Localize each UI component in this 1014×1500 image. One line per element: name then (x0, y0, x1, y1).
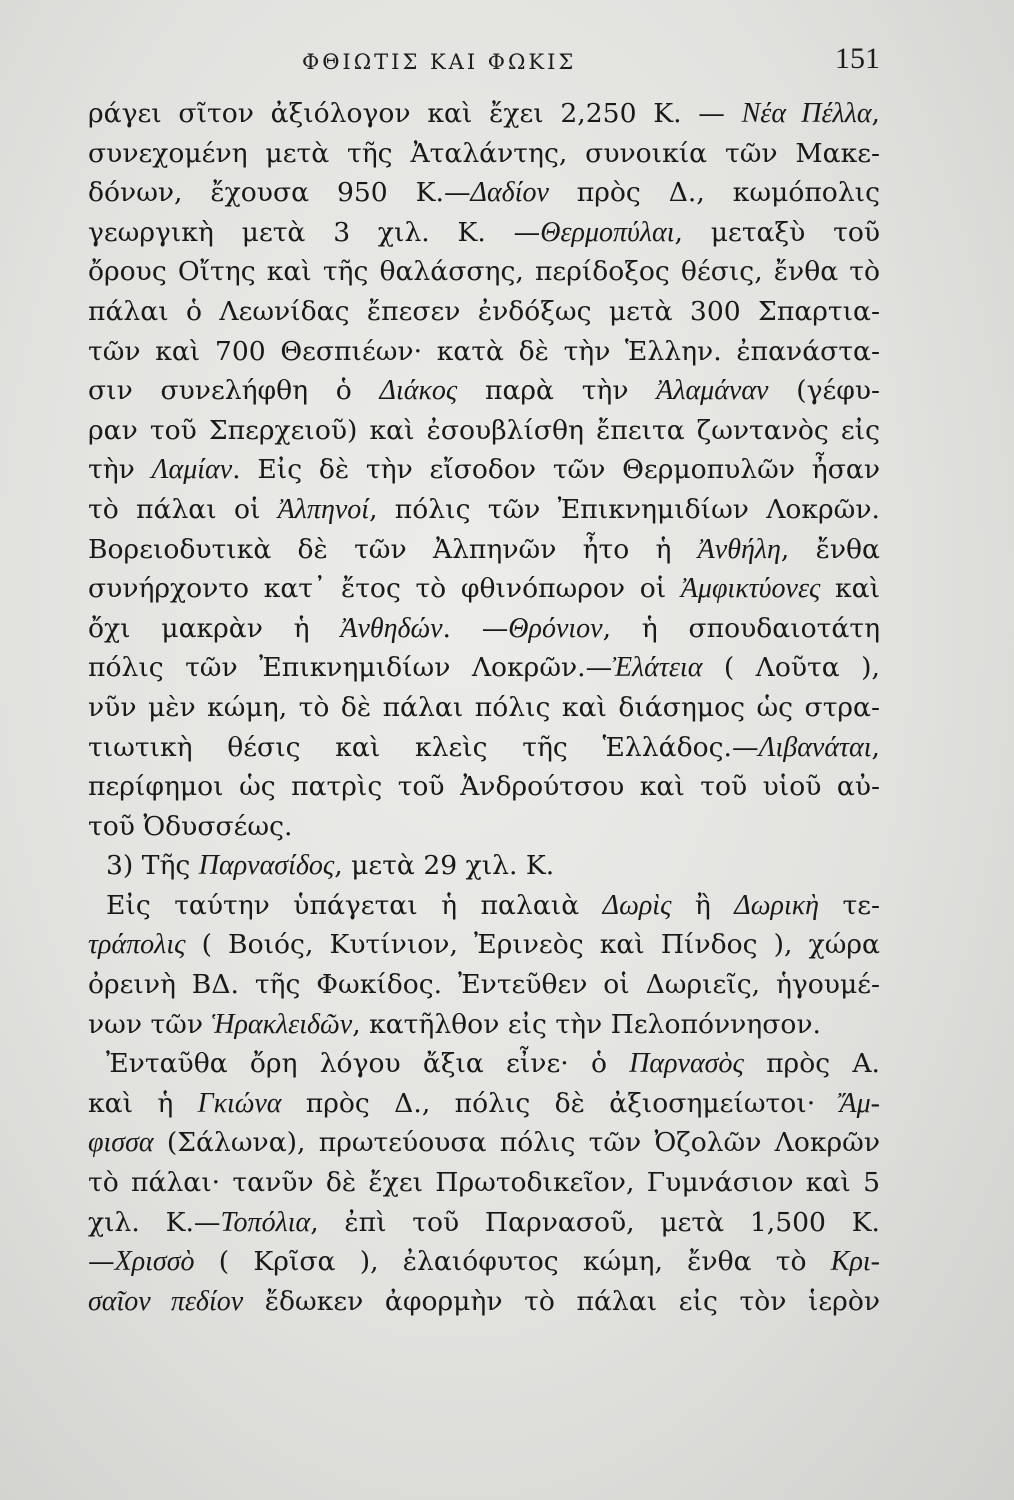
text-segment: τὸ πάλαι· τανῦν δὲ ἔχει Πρωτοδικεῖον, Γυμνάσιον καὶ 5 (88, 1167, 880, 1199)
text-segment: τε- (819, 889, 880, 921)
text-line (88, 925, 880, 965)
italic-term: Ἐλάτεια (612, 652, 703, 684)
text-segment: γεωργικὴ μετὰ 3 χιλ. Κ. — (88, 216, 541, 248)
text-line (88, 1123, 880, 1163)
text-segment: τὴν (88, 454, 152, 486)
italic-term: Ἀλπηνοί (277, 493, 370, 525)
text-segment: πρὸς Δ., πόλις δὲ ἀξιοσημείωτοι· (281, 1087, 840, 1119)
italic-term: Γκιώνα (197, 1087, 282, 1119)
text-segment: περίφημοι ὡς πατρὶς τοῦ Ἀνδρούτσου καὶ τοῦ υἱοῦ αὐ- (88, 771, 880, 803)
text-segment: , ἐπὶ τοῦ Παρνασοῦ, μετὰ 1,500 Κ. (310, 1206, 880, 1238)
text-segment: , (871, 731, 880, 763)
text-line (88, 530, 880, 570)
body-text (88, 94, 880, 1321)
text-line (88, 1282, 880, 1322)
text-segment: ἢ (671, 889, 735, 921)
italic-term: φισσα (88, 1127, 154, 1159)
text-segment: 3) Τῆς (106, 850, 199, 882)
text-segment: ὄρους Οἴτης καὶ τῆς θαλάσσης, περίδοξος θέσις, ἔνθα τὸ (88, 256, 880, 288)
text-line (88, 213, 880, 253)
text-line (88, 371, 880, 411)
text-line (88, 886, 880, 926)
italic-term: Λαμίαν (151, 454, 233, 486)
text-line (88, 94, 880, 134)
text-segment: συνήρχοντο κατ᾽ ἔτος τὸ φθινόπωρον οἱ (88, 573, 681, 605)
text-segment: ἔδωκεν ἀφορμὴν τὸ πάλαι εἰς τὸν ἱερὸν (243, 1285, 880, 1317)
text-segment: παρὰ τὴν (457, 375, 657, 407)
text-line (88, 252, 880, 292)
text-segment: νῦν μὲν κώμη, τὸ δὲ πάλαι πόλις καὶ διάσημος ὡς στρα- (88, 691, 880, 723)
text-segment: νων τῶν (88, 1008, 212, 1040)
text-line (88, 450, 880, 490)
italic-term: Ἀμφικτύονες (680, 573, 821, 605)
text-line (88, 1005, 880, 1045)
text-segment: καὶ ἡ (88, 1087, 198, 1119)
text-line (88, 490, 880, 530)
text-segment: , ἔνθα (780, 533, 880, 565)
italic-term: Χρισσὸ (114, 1246, 195, 1278)
text-line (88, 1084, 880, 1124)
italic-term: Δωρὶς (602, 889, 672, 921)
text-line (88, 846, 880, 886)
text-segment: πόλις τῶν Ἐπικνημιδίων Λοκρῶν.— (88, 652, 613, 684)
text-segment: τῶν καὶ 700 Θεσπιέων· κατὰ δὲ τὴν Ἑλλην. ἐπανάστα- (88, 335, 880, 367)
text-line (88, 292, 880, 332)
italic-term: Διάκος (379, 375, 458, 407)
italic-term: Λιβανάται (758, 731, 872, 763)
text-segment: ὄχι μακρὰν ἡ (88, 612, 341, 644)
text-segment: , μεταξὺ τοῦ (674, 216, 880, 248)
page-number: 151 (835, 42, 880, 75)
text-line (88, 1044, 880, 1084)
text-segment: , μετὰ 29 χιλ. Κ. (334, 850, 555, 882)
italic-term: τράπολις (88, 929, 186, 961)
text-segment: τὸ πάλαι οἱ (88, 493, 278, 525)
italic-term: Δωρικὴ (734, 889, 820, 921)
text-segment: πρὸς Δ., κωμόπολις (548, 177, 880, 209)
italic-term: Παρνασὸς (629, 1048, 744, 1080)
text-segment: Ἐνταῦθα ὄρη λόγου ἄξια εἶνε· ὁ (106, 1048, 630, 1080)
italic-term: σαῖον πεδίον (88, 1285, 244, 1317)
text-line (88, 648, 880, 688)
text-segment: τιωτικὴ θέσις καὶ κλεὶς τῆς Ἑλλάδος.— (88, 731, 759, 763)
text-segment: ραν τοῦ Σπερχειοῦ) καὶ ἐσουβλίσθη ἔπειτα ζωντανὸς εἰς (88, 414, 880, 446)
text-line (88, 1203, 880, 1243)
text-segment: . — (442, 612, 509, 644)
text-line (88, 332, 880, 372)
italic-term: Νέα Πέλλα (741, 98, 872, 129)
text-segment: Βορειοδυτικὰ δὲ τῶν Ἀλπηνῶν ἦτο ἡ (88, 533, 698, 565)
text-segment: . Εἰς δὲ τὴν εἴσοδον τῶν Θερμοπυλῶν ἦσαν (232, 454, 880, 486)
text-line (88, 688, 880, 728)
italic-term: Ἀνθηδών (340, 612, 443, 644)
text-segment: ράγει σῖτον ἀξιόλογον καὶ ἔχει 2,250 Κ. — (88, 98, 742, 129)
text-segment: τοῦ Ὀδυσσέως. (88, 810, 293, 842)
text-line (88, 1163, 880, 1203)
italic-term: Παρνασίδος (198, 850, 335, 882)
text-segment: (γέφυ- (768, 375, 880, 407)
italic-term: Κρι- (830, 1246, 880, 1278)
text-line (88, 609, 880, 649)
text-segment: πάλαι ὁ Λεωνίδας ἔπεσεν ἐνδόξως μετὰ 300 Σπαρτια- (88, 295, 880, 327)
italic-term: Θρόνιον (508, 612, 603, 644)
text-line (88, 728, 880, 768)
text-line (88, 1242, 880, 1282)
text-segment: ( Λοῦτα ), (702, 652, 880, 684)
text-segment: , (871, 98, 880, 129)
text-line (88, 965, 880, 1005)
text-segment: — (88, 1246, 115, 1278)
italic-term: Τοπόλια (220, 1206, 311, 1238)
text-line (88, 569, 880, 609)
text-segment: δόνων, ἔχουσα 950 Κ.— (88, 177, 471, 209)
text-segment: ὀρεινὴ ΒΔ. τῆς Φωκίδος. Ἐντεῦθεν οἱ Δωριεῖς, ἡγουμέ- (88, 969, 880, 1001)
italic-term: Ἀνθήλη (697, 533, 781, 565)
italic-term: Δαδίον (470, 177, 549, 209)
text-segment: σιν συνελήφθη ὁ (88, 375, 380, 407)
text-segment: , ἡ σπουδαιοτάτη (602, 612, 880, 644)
text-segment: καὶ (820, 573, 880, 605)
text-segment: , πόλις τῶν Ἐπικνημιδίων Λοκρῶν. (369, 493, 880, 525)
italic-term: Ἄμ- (839, 1087, 880, 1119)
page-header (92, 42, 882, 90)
text-segment: , κατῆλθον εἰς τὴν Πελοπόννησον. (352, 1008, 822, 1040)
text-segment: ( Βοιός, Κυτίνιον, Ἐρινεὸς καὶ Πίνδος ), χώρα (185, 929, 880, 961)
text-line (88, 134, 880, 174)
text-line (88, 807, 880, 847)
italic-term: Ἀλαμάναν (656, 375, 769, 407)
text-line (88, 411, 880, 451)
text-segment: (Σάλωνα), πρωτεύουσα πόλις τῶν Ὀζολῶν Λοκρῶν (153, 1127, 880, 1159)
text-line (88, 173, 880, 213)
text-segment: χιλ. Κ.— (88, 1206, 221, 1238)
running-head: ΦΘΙΩΤΙΣ ΚΑΙ ΦΩΚΙΣ (302, 50, 577, 74)
text-segment: ( Κρῖσα ), ἐλαιόφυτος κώμη, ἔνθα τὸ (194, 1246, 831, 1278)
italic-term: Θερμοπύλαι (540, 216, 675, 248)
italic-term: Ἡρακλειδῶν (211, 1008, 353, 1040)
text-line (88, 767, 880, 807)
text-segment: Εἰς ταύτην ὑπάγεται ἡ παλαιὰ (106, 889, 603, 921)
text-segment: πρὸς Α. (743, 1048, 880, 1080)
text-segment: συνεχομένη μετὰ τῆς Ἀταλάντης, συνοικία τῶν Μακε- (88, 137, 880, 169)
